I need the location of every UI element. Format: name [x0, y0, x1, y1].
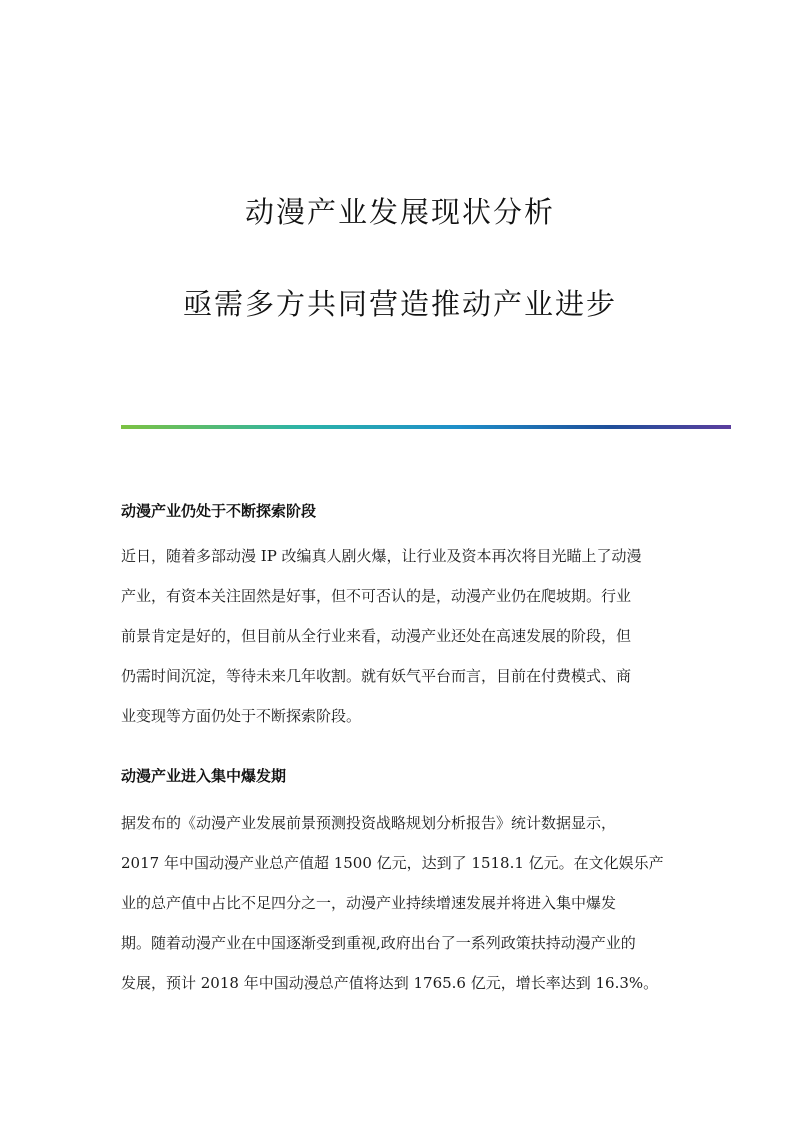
paragraph-line: 业的总产值中占比不足四分之一，动漫产业持续增速发展并将进入集中爆发	[121, 894, 617, 912]
paragraph-line: 发展，预计 2018 年中国动漫总产值将达到 1765.6 亿元，增长率达到 16.3%。	[121, 974, 659, 992]
paragraph-line: 期。随着动漫产业在中国逐渐受到重视,政府出台了一系列政策扶持动漫产业的	[121, 934, 636, 952]
section-paragraph-exploration	[121, 536, 681, 736]
document-title-line-2: 亟需多方共同营造推动产业进步	[182, 287, 617, 321]
paragraph-line: 仍需时间沉淀，等待未来几年收割。就有妖气平台而言，目前在付费模式、商	[121, 667, 632, 685]
paragraph-line: 业变现等方面仍处于不断探索阶段。	[121, 707, 362, 725]
section-heading-boom: 动漫产业进入集中爆发期	[121, 767, 287, 785]
gradient-divider	[121, 425, 731, 429]
paragraph-line: 据发布的《动漫产业发展前景预测投资战略规划分析报告》统计数据显示，	[121, 814, 617, 832]
section-heading-exploration: 动漫产业仍处于不断探索阶段	[121, 502, 317, 520]
paragraph-line: 产业，有资本关注固然是好事，但不可否认的是，动漫产业仍在爬坡期。行业	[121, 587, 632, 605]
paragraph-line: 近日，随着多部动漫 IP 改编真人剧火爆，让行业及资本再次将目光瞄上了动漫	[121, 547, 642, 565]
section-paragraph-boom	[121, 803, 681, 1003]
paragraph-line: 2017 年中国动漫产业总产值超 1500 亿元，达到了 1518.1 亿元。在文化娱乐产	[121, 854, 664, 872]
paragraph-line: 前景肯定是好的，但目前从全行业来看，动漫产业还处在高速发展的阶段，但	[121, 627, 632, 645]
document-title-line-1: 动漫产业发展现状分析	[244, 195, 555, 229]
